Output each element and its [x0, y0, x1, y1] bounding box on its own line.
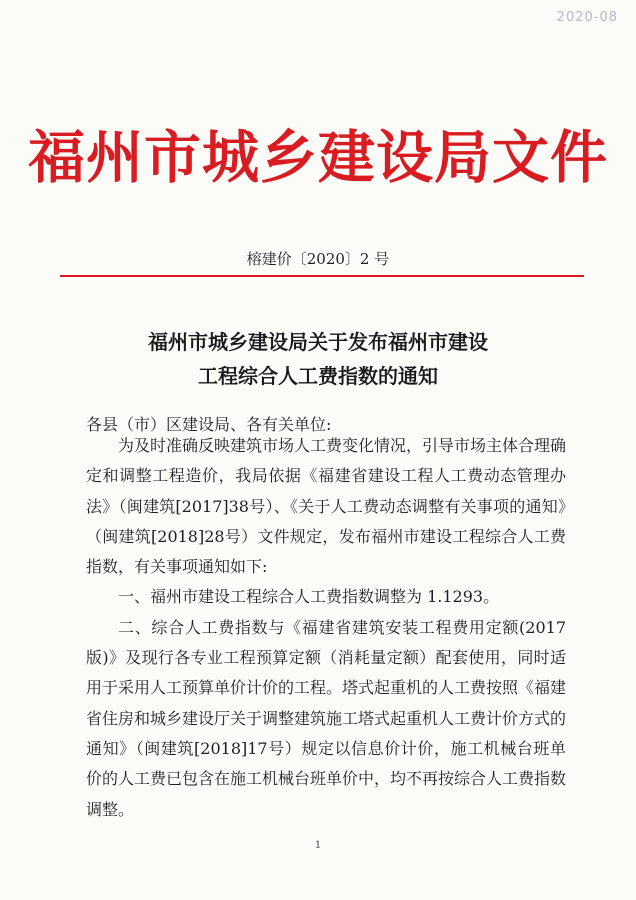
page-number: 1: [314, 840, 322, 851]
salutation: 各县（市）区建设局、各有关单位:: [86, 415, 332, 434]
corner-handwritten-mark: 2020-08: [556, 10, 618, 25]
header-red-divider: [60, 275, 584, 277]
notice-body: [86, 431, 566, 825]
notice-title-line-2: 工程综合人工费指数的通知: [198, 364, 438, 388]
document-number: 榕建价〔2020〕2 号: [246, 250, 390, 268]
body-paragraph: 为及时准确反映建筑市场人工费变化情况，引导市场主体合理确定和调整工程造价，我局依据《福建省建设工程人工费动态管理办法》（闽建筑[2017]38号）、《关于人工费动态调整有关事项的通知》（闽建筑[2018]28号）文件规定，发布福州市建设工程综合人工费指数，有关事项通知如下:: [86, 436, 567, 577]
body-paragraph: 二、综合人工费指数与《福建省建筑安装工程费用定额(2017版)》及现行各专业工程预算定额（消耗量定额）配套使用，同时适用于采用人工预算单价计价的工程。塔式起重机的人工费按照《福建省住房和城乡建设厅关于调整建筑施工塔式起重机人工费计价方式的通知》（闽建筑[2018]17号）规定以信息价计价，施工机械台班单价的人工费已包含在施工机械台班单价中，均不再按综合人工费指数调整。: [86, 617, 567, 819]
notice-title: [0, 325, 636, 393]
notice-title-line-1: 福州市城乡建设局关于发布福州市建设: [148, 330, 488, 354]
document-header-title: 福州市城乡建设局文件: [28, 125, 608, 191]
body-paragraph: 一、福州市建设工程综合人工费指数调整为 1.1293。: [118, 587, 500, 607]
